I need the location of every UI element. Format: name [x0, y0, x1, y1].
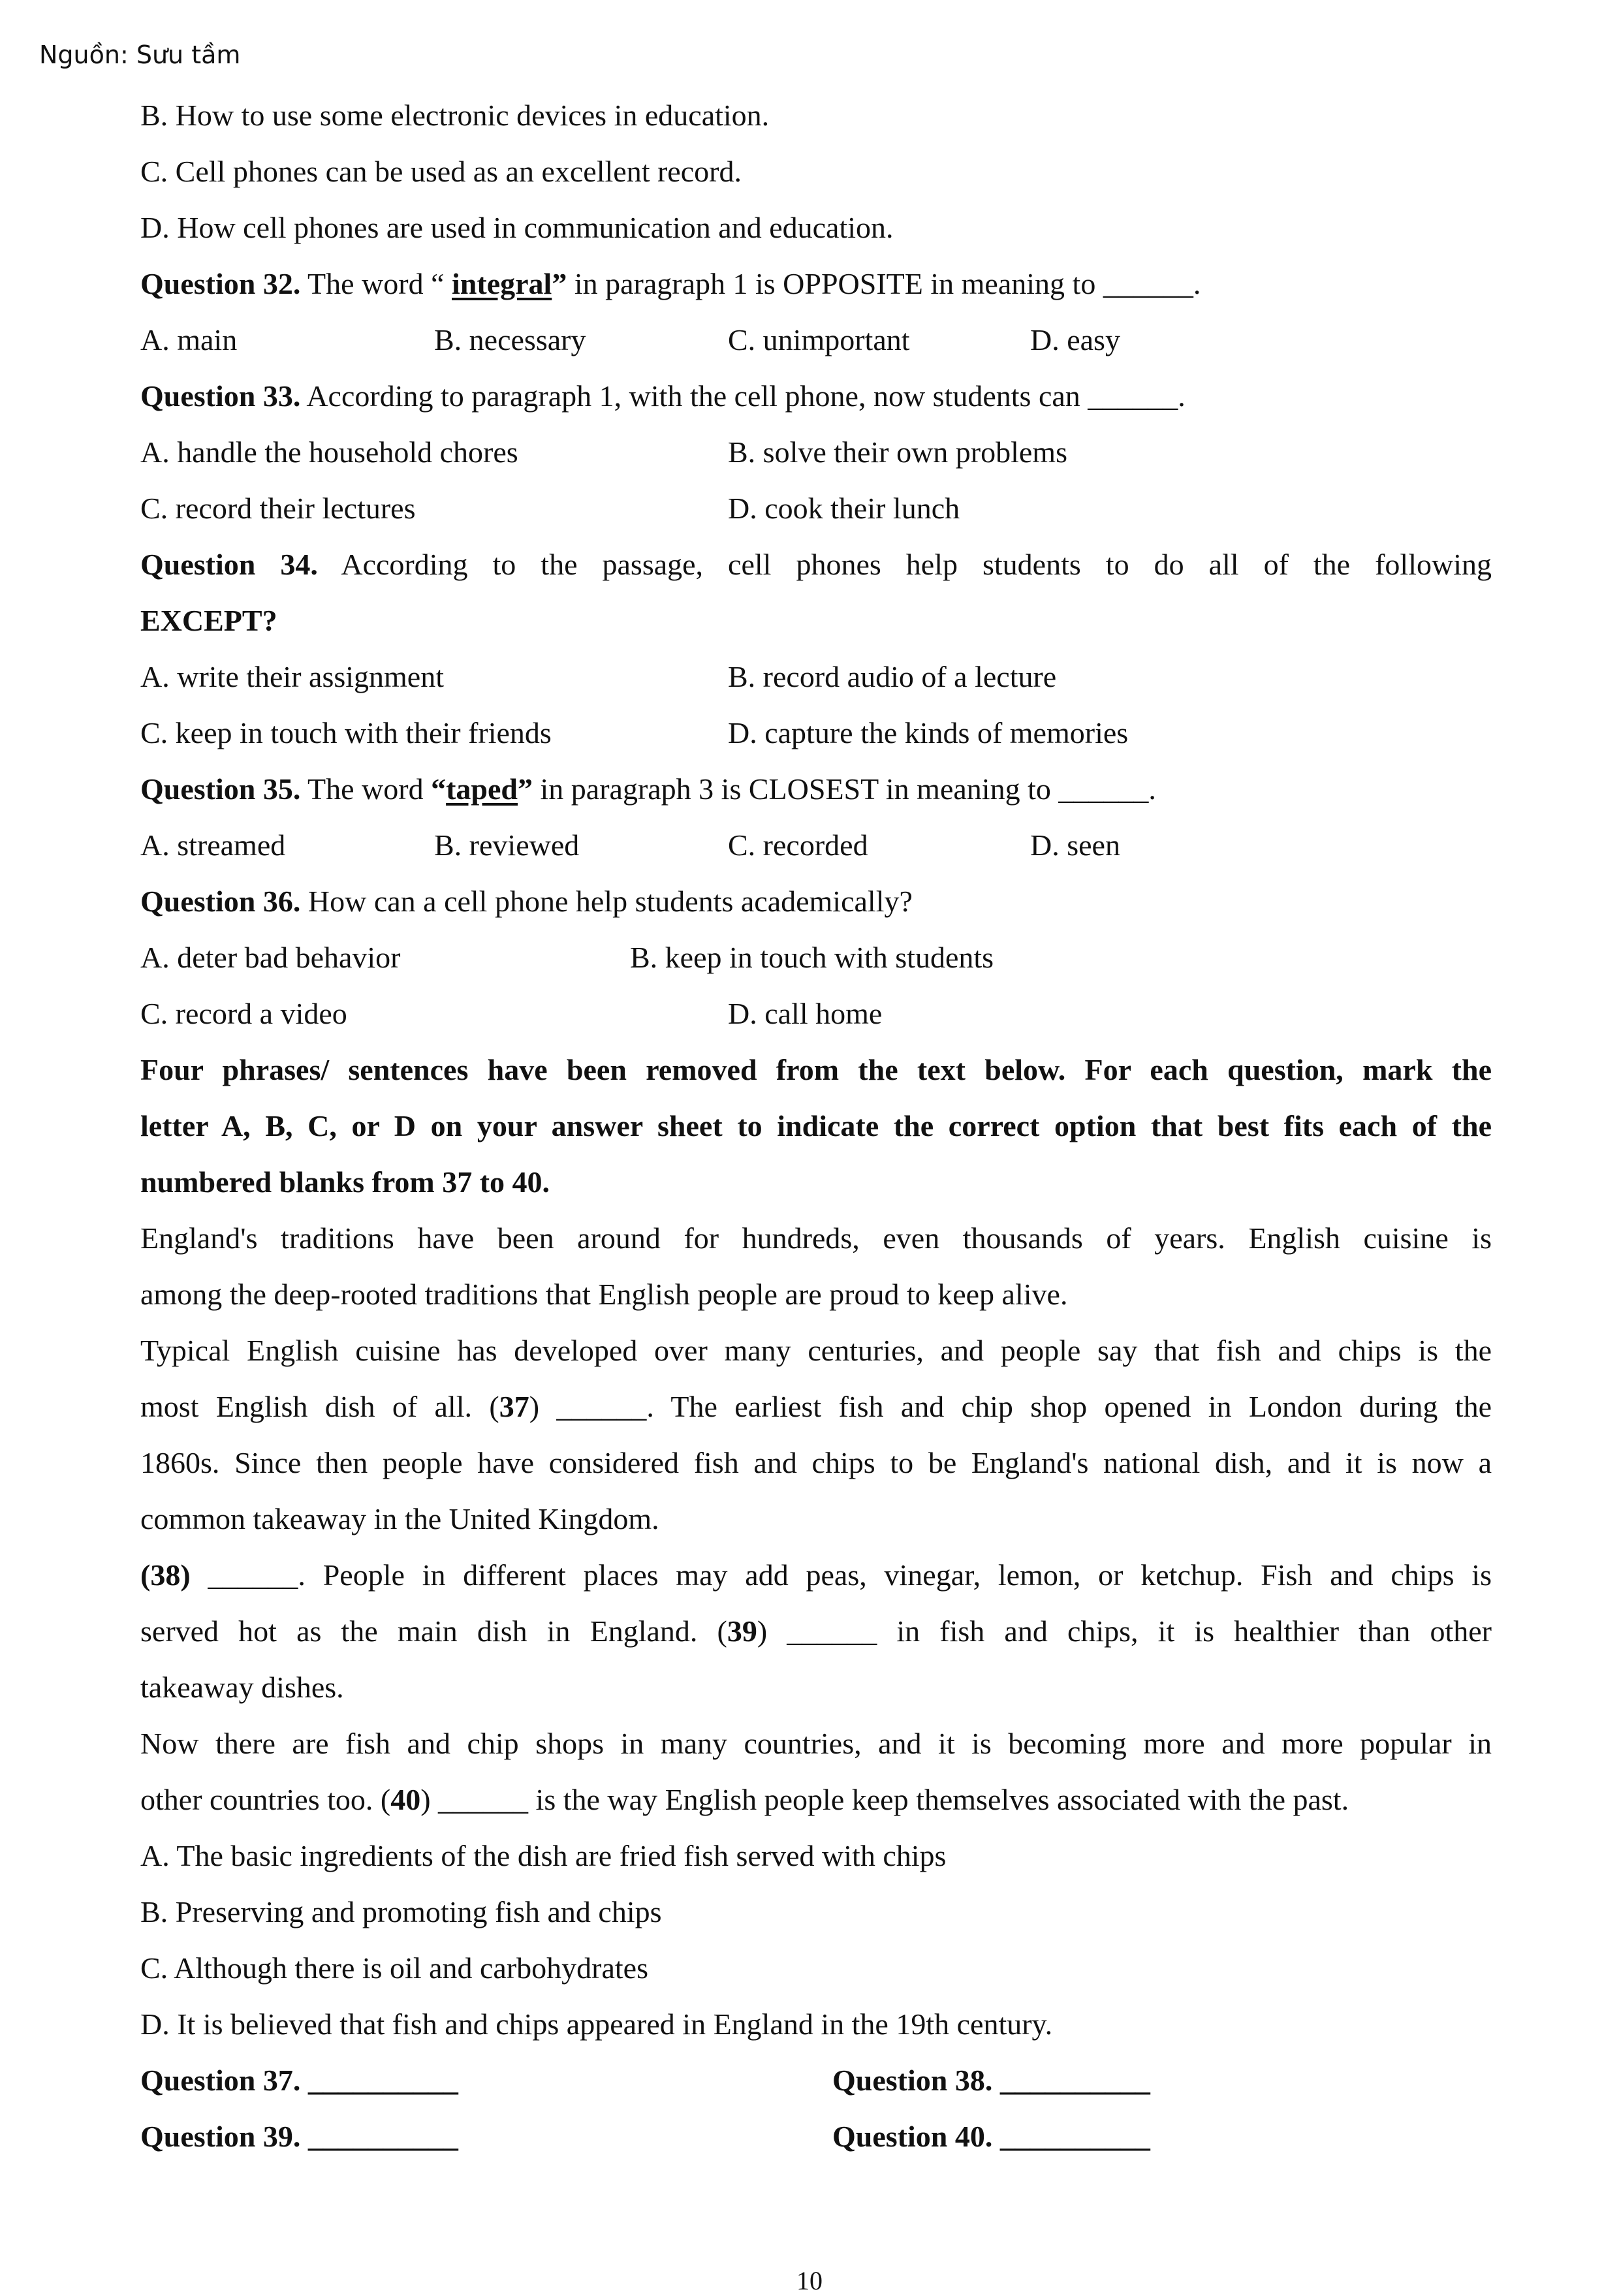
source-note: Nguồn: Sưu tầm	[39, 40, 241, 69]
choice-b: B. Preserving and promoting fish and chips	[140, 1895, 662, 1928]
passage-p2-line-1: Typical English cuisine has developed over many centuries, and people say that fish and chips is the	[140, 1334, 1492, 1367]
option-a: A. main	[140, 323, 238, 356]
keyword-integral: integral	[452, 267, 552, 300]
passage-p3-line-2: served hot as the main dish in England. (39) ______ in fish and chips, it is healthier than other	[140, 1614, 1492, 1648]
option-d: D. cook their lunch	[728, 492, 960, 525]
option-c: C. recorded	[728, 828, 868, 862]
question-label: Question 33.	[140, 379, 301, 413]
q31-option-d: D. How cell phones are used in communication and education.	[140, 211, 894, 244]
choice-a: A. The basic ingredients of the dish are fried fish served with chips	[140, 1839, 947, 1872]
question-32: Question 32. The word “ integral” in paragraph 1 is OPPOSITE in meaning to ______.	[140, 267, 1201, 300]
passage-p1-line-1: England's traditions have been around for hundreds, even thousands of years. English cuisine is	[140, 1221, 1492, 1255]
q31-option-b: B. How to use some electronic devices in education.	[140, 99, 770, 132]
option-d: D. seen	[1030, 828, 1120, 862]
question-34: Question 34. According to the passage, cell phones help students to do all of the following	[140, 548, 1492, 581]
option-d: D. easy	[1030, 323, 1120, 356]
option-c: C. keep in touch with their friends	[140, 716, 552, 749]
question-label: Question 35.	[140, 772, 301, 806]
option-d: D. capture the kinds of memories	[728, 716, 1129, 749]
option-a: A. write their assignment	[140, 660, 445, 693]
blank-38-number: (38)	[140, 1558, 191, 1592]
passage-p2-line-3: 1860s. Since then people have considered fish and chips to be England's national dish, and it is now a	[140, 1446, 1492, 1479]
question-label: Question 36.	[140, 885, 301, 918]
blank-40-number: 40	[390, 1783, 421, 1816]
option-b: B. keep in touch with students	[630, 941, 994, 974]
choice-c: C. Although there is oil and carbohydrates	[140, 1951, 649, 1985]
option-c: C. record a video	[140, 997, 347, 1030]
passage-p2-line-2: most English dish of all. (37) ______. The earliest fish and chip shop opened in London during the	[140, 1390, 1492, 1423]
passage-p3-line-3: takeaway dishes.	[140, 1671, 344, 1704]
instructions-line-2: letter A, B, C, or D on your answer sheet to indicate the correct option that best fits each of the	[140, 1109, 1492, 1142]
q31-option-c: C. Cell phones can be used as an excellent record.	[140, 155, 742, 188]
passage-p4-line-1: Now there are fish and chip shops in many countries, and it is becoming more and more popular in	[140, 1727, 1492, 1760]
question-35: Question 35. The word “taped” in paragraph 3 is CLOSEST in meaning to ______.	[140, 772, 1156, 806]
passage-p3-line-1: (38) ______. People in different places may add peas, vinegar, lemon, or ketchup. Fish and chips is	[140, 1558, 1492, 1592]
option-a: A. handle the household chores	[140, 435, 518, 469]
option-d: D. call home	[728, 997, 883, 1030]
option-c: C. unimportant	[728, 323, 910, 356]
question-36: Question 36. How can a cell phone help students academically?	[140, 885, 913, 918]
choice-d: D. It is believed that fish and chips appeared in England in the 19th century.	[140, 2007, 1053, 2041]
instructions-line-1: Four phrases/ sentences have been removed from the text below. For each question, mark the	[140, 1053, 1492, 1086]
option-c: C. record their lectures	[140, 492, 416, 525]
blank-37-number: 37	[499, 1390, 529, 1423]
option-b: B. solve their own problems	[728, 435, 1067, 469]
passage-p1-line-2: among the deep-rooted traditions that English people are proud to keep alive.	[140, 1278, 1068, 1311]
question-label: Question 32.	[140, 267, 301, 300]
question-33: Question 33. According to paragraph 1, with the cell phone, now students can ______.	[140, 379, 1186, 413]
option-a: A. streamed	[140, 828, 286, 862]
instructions-line-3: numbered blanks from 37 to 40.	[140, 1165, 550, 1199]
answer-39[interactable]: Question 39. __________	[140, 2120, 458, 2153]
blank-39-number: 39	[727, 1614, 757, 1648]
option-a: A. deter bad behavior	[140, 941, 401, 974]
option-b: B. record audio of a lecture	[728, 660, 1057, 693]
page-number: 10	[796, 2266, 823, 2295]
passage-p4-line-2: other countries too. (40) ______ is the way English people keep themselves associated with the past.	[140, 1783, 1349, 1816]
option-b: B. reviewed	[434, 828, 580, 862]
passage-p2-line-4: common takeaway in the United Kingdom.	[140, 1502, 659, 1535]
question-label: Question 34.	[140, 548, 318, 581]
keyword-taped: taped	[446, 772, 518, 806]
answer-38[interactable]: Question 38. __________	[832, 2064, 1150, 2097]
answer-40[interactable]: Question 40. __________	[832, 2120, 1150, 2153]
answer-37[interactable]: Question 37. __________	[140, 2064, 458, 2097]
question-34-except: EXCEPT?	[140, 604, 277, 637]
option-b: B. necessary	[434, 323, 586, 356]
